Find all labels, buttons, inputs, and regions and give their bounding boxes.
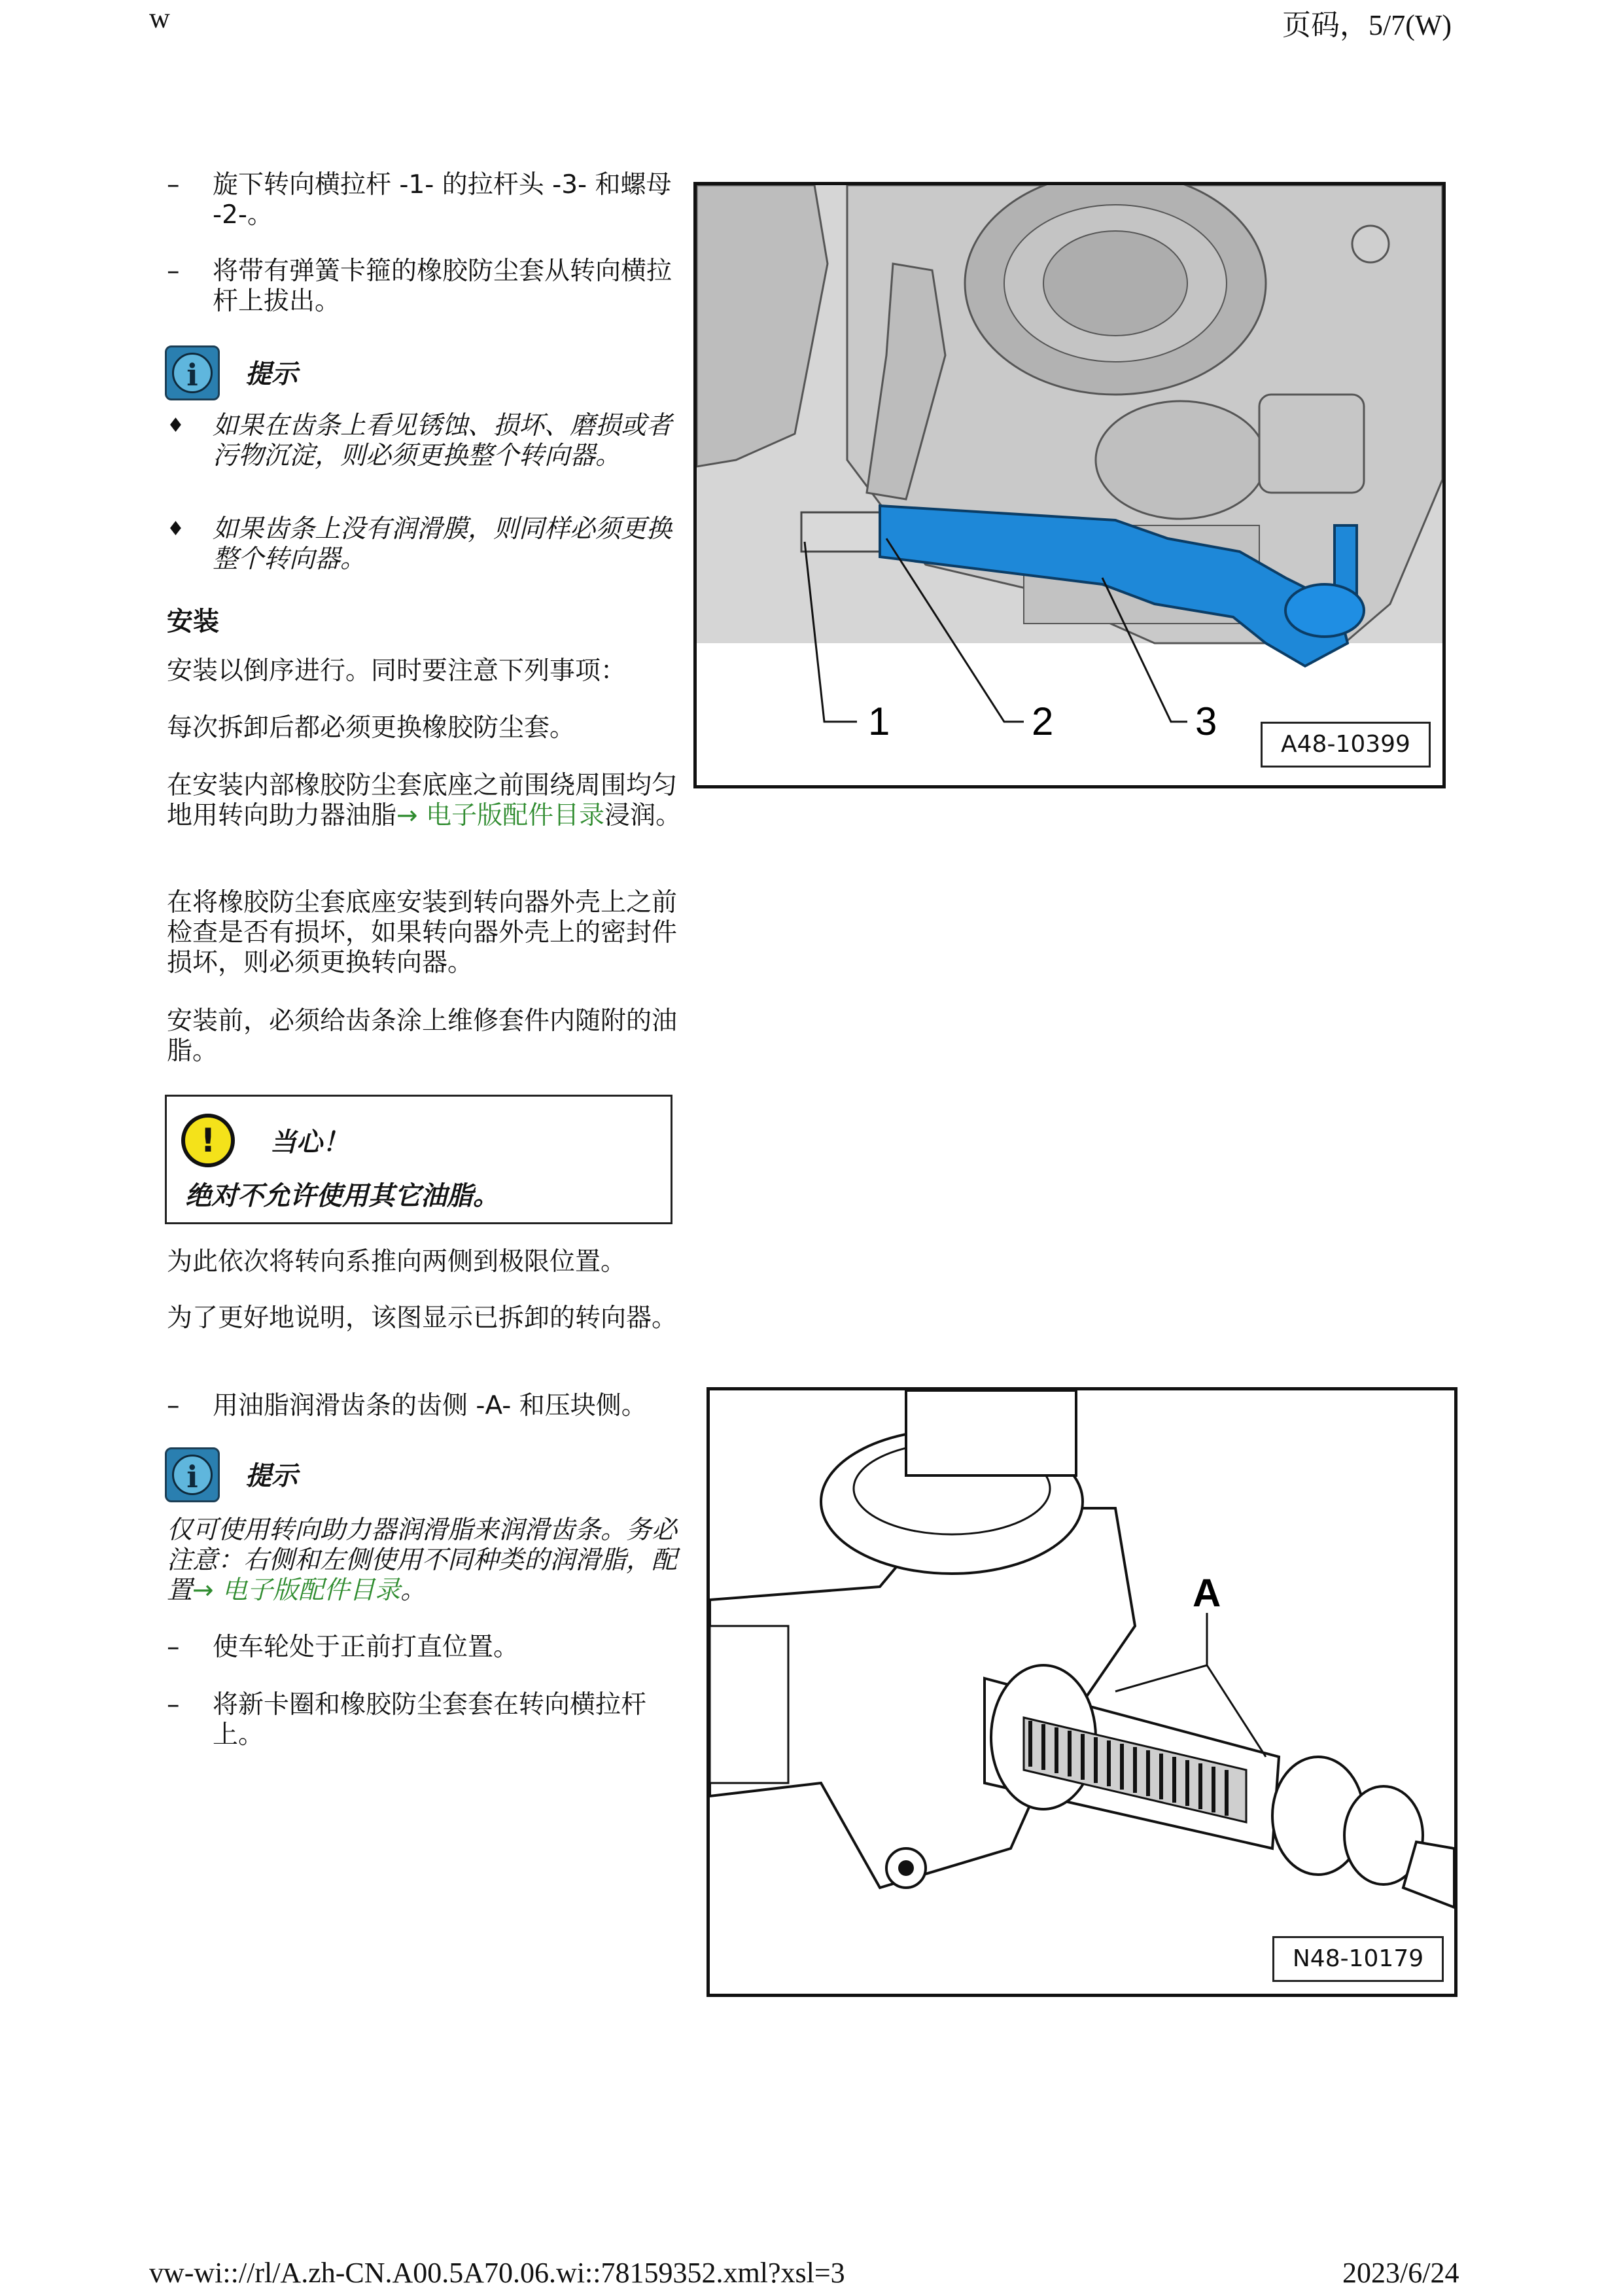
step-text: 将带有弹簧卡箍的橡胶防尘套从转向横拉杆上拔出。 (213, 256, 672, 316)
paragraph (167, 771, 690, 831)
step-item (167, 256, 690, 317)
tip-bullet (167, 514, 690, 574)
step-text: 使车轮处于正前打直位置。 (213, 1633, 519, 1662)
step-text: 旋下转向横拉杆 -1- 的拉杆头 -3- 和螺母 -2-。 (213, 170, 672, 230)
step-item (167, 1633, 690, 1663)
dash-bullet: – (167, 1690, 180, 1720)
tie-rod-illustration (697, 185, 1442, 785)
warning-icon: ! (181, 1114, 235, 1167)
tip-text-end: 。 (400, 1576, 427, 1605)
paragraph: 为了更好地说明，该图显示已拆卸的转向器。 (167, 1303, 678, 1333)
callout-2: 2 (1032, 699, 1054, 743)
figure-code: N48-10179 (1272, 1936, 1444, 1982)
tip-label: 提示 (245, 359, 298, 389)
step-item (167, 170, 690, 230)
tip-label: 提示 (245, 1461, 298, 1491)
parts-catalog-link[interactable]: → 电子版配件目录 (396, 801, 605, 830)
step-item (167, 1690, 690, 1750)
steering-rack-illustration (710, 1390, 1454, 1994)
footer-date: 2023/6/24 (1342, 2257, 1459, 2289)
figure-code: A48-10399 (1261, 722, 1431, 768)
diamond-bullet-icon: ♦ (167, 414, 184, 437)
figure-steering-rack (707, 1387, 1457, 1997)
tip-bullet-text: 如果在齿条上看见锈蚀、损坏、磨损或者污物沉淀，则必须更换整个转向器。 (213, 411, 672, 470)
dash-bullet: – (167, 170, 180, 200)
callout-a: A (1193, 1571, 1221, 1615)
caution-title: 当心！ (270, 1127, 349, 1157)
step-item (167, 1391, 690, 1421)
paragraph: 在将橡胶防尘套底座安装到转向器外壳上之前检查是否有损坏，如果转向器外壳上的密封件损坏，则必须更换转向器。 (167, 888, 678, 978)
figure-tie-rod (693, 182, 1446, 788)
header-left: w (149, 2, 170, 34)
tip-text (167, 1515, 697, 1606)
paragraph: 安装以倒序进行。同时要注意下列事项： (167, 656, 627, 686)
caution-text: 绝对不允许使用其它油脂。 (185, 1181, 499, 1211)
tip-text-body: 仅可使用转向助力器润滑脂来润滑齿条。务必注意：右侧和左侧使用不同种类的润滑脂，配置 (167, 1515, 678, 1605)
tip-bullet (167, 411, 690, 471)
header-page-number: 页码，5/7(W) (1282, 9, 1452, 41)
paragraph-text: 浸润。 (604, 801, 682, 830)
paragraph: 为此依次将转向系推向两侧到极限位置。 (167, 1247, 627, 1277)
footer-url: vw-wi:://rl/A.zh-CN.A00.5A70.06.wi::78159352.xml?xsl=3 (149, 2257, 845, 2289)
parts-catalog-link[interactable]: → 电子版配件目录 (192, 1576, 401, 1605)
diamond-bullet-icon: ♦ (167, 518, 184, 540)
caution-box (165, 1095, 672, 1224)
dash-bullet: – (167, 1391, 180, 1421)
callout-1: 1 (868, 699, 890, 743)
section-heading: 安装 (167, 607, 219, 637)
tip-bullet-text: 如果齿条上没有润滑膜，则同样必须更换整个转向器。 (213, 514, 672, 574)
dash-bullet: – (167, 1633, 180, 1662)
info-icon: i (165, 1447, 220, 1502)
step-text: 用油脂润滑齿条的齿侧 -A- 和压块侧。 (213, 1391, 647, 1421)
dash-bullet: – (167, 256, 180, 286)
callout-3: 3 (1195, 699, 1217, 743)
step-text: 将新卡圈和橡胶防尘套套在转向横拉杆上。 (213, 1690, 647, 1750)
paragraph-text: 在安装内部橡胶防尘套底座之前围绕周围均匀地用转向助力器油脂 (167, 771, 678, 830)
info-icon: i (165, 345, 220, 400)
paragraph: 安装前，必须给齿条涂上维修套件内随附的油脂。 (167, 1006, 678, 1066)
paragraph: 每次拆卸后都必须更换橡胶防尘套。 (167, 713, 576, 743)
